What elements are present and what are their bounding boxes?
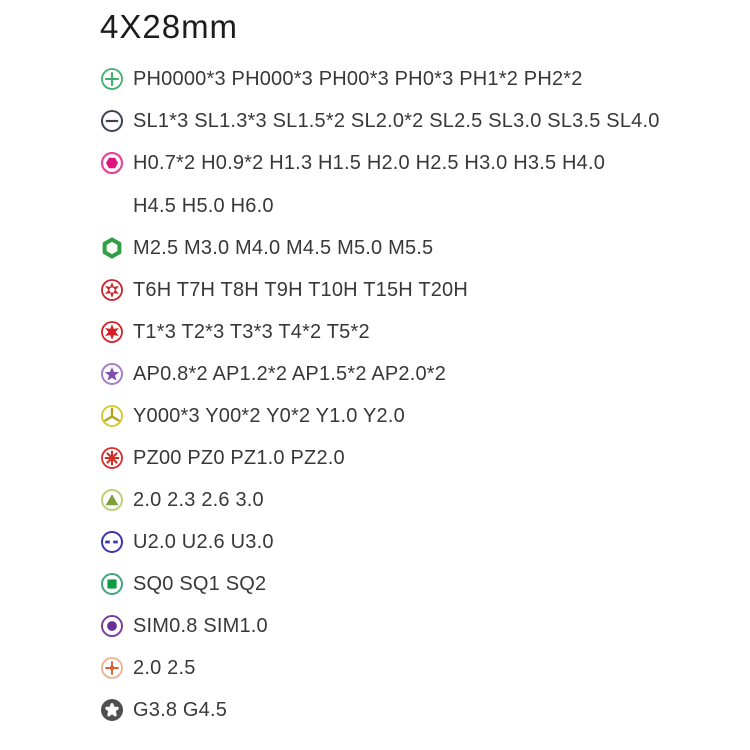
bit-spec-list	[100, 67, 720, 722]
bit-row-square	[100, 572, 720, 596]
bit-spec-text: T1*3 T2*3 T3*3 T4*2 T5*2	[133, 321, 370, 343]
g-type-icon	[100, 698, 124, 722]
tri-point-icon	[100, 404, 124, 428]
bit-row-u-type	[100, 530, 720, 554]
sim-eject-icon	[100, 614, 124, 638]
bit-row-hex-nut	[100, 236, 720, 260]
torx-icon	[100, 320, 124, 344]
bit-spec-text: SL1*3 SL1.3*3 SL1.5*2 SL2.0*2 SL2.5 SL3.0 SL3.5 SL4.0	[133, 110, 660, 132]
cross-dot-icon	[100, 656, 124, 680]
bit-row-phillips	[100, 67, 720, 91]
phillips-icon	[100, 67, 124, 91]
torx-security-icon	[100, 278, 124, 302]
triangle-icon	[100, 488, 124, 512]
bit-row-triangle	[100, 488, 720, 512]
bit-spec-text: T6H T7H T8H T9H T10H T15H T20H	[133, 279, 469, 301]
u-type-icon	[100, 530, 124, 554]
bit-row-cross	[100, 656, 720, 680]
bit-spec-text	[133, 151, 605, 218]
bit-spec-text: PH0000*3 PH000*3 PH00*3 PH0*3 PH1*2 PH2*2	[133, 68, 583, 90]
bit-spec-text: AP0.8*2 AP1.2*2 AP1.5*2 AP2.0*2	[133, 363, 447, 385]
hex-icon	[100, 151, 124, 175]
bit-row-tri-point	[100, 404, 720, 428]
bit-spec-text: Y000*3 Y00*2 Y0*2 Y1.0 Y2.0	[133, 405, 405, 427]
bit-spec-text: SQ0 SQ1 SQ2	[133, 573, 267, 595]
pentalobe-icon	[100, 362, 124, 386]
pozidriv-icon	[100, 446, 124, 470]
bit-row-torx-security	[100, 278, 720, 302]
bit-row-g-type	[100, 698, 720, 722]
bit-row-sim-eject	[100, 614, 720, 638]
bit-row-pozidriv	[100, 446, 720, 470]
bit-spec-text: G3.8 G4.5	[133, 699, 228, 721]
bit-row-pentalobe	[100, 362, 720, 386]
page-title: 4X28mm	[100, 8, 239, 45]
bit-spec-text: M2.5 M3.0 M4.0 M4.5 M5.0 M5.5	[133, 237, 434, 259]
bit-row-hex	[100, 151, 720, 218]
hex-nut-icon	[100, 236, 124, 260]
bit-row-slotted	[100, 109, 720, 133]
bit-spec-line1: H0.7*2 H0.9*2 H1.3 H1.5 H2.0 H2.5 H3.0 H3.5 H4.0	[133, 152, 606, 174]
bit-spec-text: U2.0 U2.6 U3.0	[133, 531, 274, 553]
bit-row-torx	[100, 320, 720, 344]
bit-spec-text: 2.0 2.3 2.6 3.0	[133, 489, 264, 511]
square-icon	[100, 572, 124, 596]
slotted-icon	[100, 109, 124, 133]
bit-spec-text: PZ00 PZ0 PZ1.0 PZ2.0	[133, 447, 345, 469]
bit-spec-line2: H4.5 H5.0 H6.0	[133, 195, 274, 217]
bit-spec-text: SIM0.8 SIM1.0	[133, 615, 268, 637]
bit-spec-text: 2.0 2.5	[133, 657, 196, 679]
